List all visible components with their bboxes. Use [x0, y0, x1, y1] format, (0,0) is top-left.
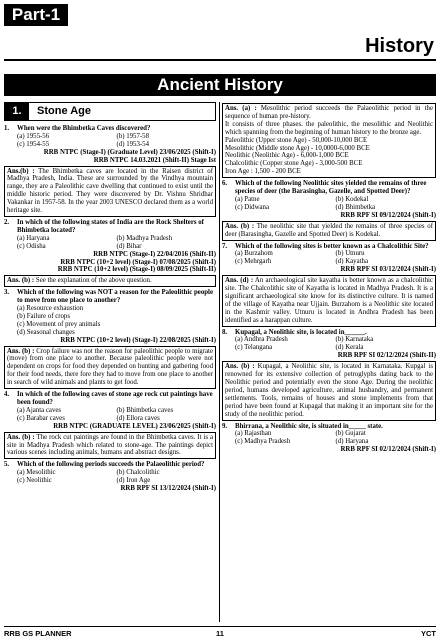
question-stem [4, 219, 216, 235]
answer-options [4, 469, 216, 485]
option-item: (c) Didwana [235, 203, 270, 211]
option-item: (d) Haryana [335, 438, 369, 446]
answer-options [222, 250, 436, 266]
question-stem [4, 289, 216, 305]
footer-publisher: YCT [421, 629, 436, 638]
option-item: (c) Mehrgarh [235, 258, 272, 266]
subject-title: History [365, 35, 434, 57]
question-stem [4, 461, 216, 469]
answer-label: Ans. (b) : [225, 363, 255, 371]
option-item: (c) Barabar caves [17, 414, 65, 422]
option-item: (d) Iron Age [116, 477, 151, 485]
question-block [4, 289, 216, 344]
question-block [4, 391, 216, 431]
question-block [222, 423, 436, 455]
answer-label: Ans. (b) : [7, 347, 35, 355]
question-stem [222, 329, 436, 337]
answer-options [222, 430, 436, 446]
question-block [222, 180, 436, 220]
option-item: (c) Movement of prey animals [17, 320, 101, 328]
exam-source: RRB NTPC (10+2 level) (Stage-I) 08/09/2025 (Shift-II) [57, 266, 216, 274]
right-column [222, 102, 436, 622]
answer-explanation [4, 432, 216, 460]
question-text: Bhirrana, a Neolithic site, is situated in_____ state. [235, 422, 383, 430]
answer-explanation [222, 361, 436, 420]
question-stem [222, 423, 436, 431]
question-block [4, 219, 216, 274]
exam-source: RRB RPF SI 02/12/2024 (Shift-II) [337, 352, 436, 360]
question-block [4, 125, 216, 165]
option-item: (a) 1955-56 [17, 132, 50, 140]
answer-explanation [4, 166, 216, 217]
exam-source: RRB NTPC 14.03.2021 (Shift-II) Stage Ist [93, 156, 216, 164]
exam-source: RRB RPF SI 02/12/2024 (Shift-I) [340, 446, 436, 454]
explanation-text: An archaeological site kayatha is better known as a chalcolithic site. The Chalcolithic site of Kayatha is located in Madhya Pradesh. It is a significant archaeological site know for its distinctive culture. It is named of the village of Kayatha near Ujjain. Burzahom is a Neolithic site located in the Kashmir valley. Utnuru is located in Andhra Pradesh has been identified as a harappan culture. [225, 277, 433, 324]
option-item: (b) Kodekal [335, 195, 369, 203]
question-number: 3. [4, 289, 10, 297]
exam-source: RRB NTPC (10+2 level) (Stage-I) 22/08/2025 (Shift-I) [60, 336, 216, 344]
option-item: (b) Failure of crops [17, 312, 71, 320]
topic-name: Stone Age [37, 105, 91, 117]
page-footer [4, 626, 436, 638]
option-item: (d) Bhimbetka [335, 203, 376, 211]
option-item: (d) Ellora caves [116, 414, 160, 422]
question-stem [4, 125, 216, 133]
answer-options [4, 133, 216, 149]
option-item: (c) Madhya Pradesh [235, 438, 291, 446]
explanation-line [225, 168, 433, 176]
question-text: Which of the following Neolithic sites yielded the remains of three species of deer (the Barasingha, Gazelle, and Spotted Deer)? [235, 180, 427, 196]
question-block [4, 461, 216, 493]
explanation-text: The Bhimbetka caves are located in the Raisen district of Madhya Pradesh, India. These are surrounded by the Vindhya mountain range, they are a Paleolithic cave dwelling that continued to exist until the middle historic period. They were discovered by Dr. Vishnu Shridhar Vakankar in 1957-58. In the year 2003 UNESCO declared them as a world heritage site. [7, 167, 213, 215]
explanation-text: Paleolithic (Upper stone Age) - 50,000-10,000 BCE [225, 136, 368, 144]
option-item: (b) Madhya Pradesh [116, 234, 172, 242]
option-item: (d) Kayatha [335, 258, 368, 266]
answer-label: Ans. (d) : [225, 277, 254, 285]
explanation-text: Mesolithic (Middle stone Age) - 10,0000-6,000 BCE [225, 144, 370, 152]
explanation-line [225, 105, 433, 121]
answer-explanation [4, 346, 216, 390]
question-number: 1. [4, 125, 10, 132]
option-item: (d) Seasonal changes [17, 328, 75, 336]
question-number: 9. [222, 422, 228, 430]
question-number: 7. [222, 242, 228, 250]
exam-source: RRB RPF SI 09/12/2024 (Shift-I) [340, 211, 436, 219]
answer-label: Ans. (b) : [225, 222, 255, 230]
option-item: (a) Burzahom [235, 250, 273, 258]
answer-label: Ans.(b) : [7, 167, 35, 175]
explanation-text: Neolithic (Neolithic Age) - 6,000-1,000 BCE [225, 152, 349, 160]
column-divider [219, 102, 220, 622]
option-item: (b) Chalcolithic [116, 469, 160, 477]
answer-options [4, 407, 216, 423]
footer-page-number: 11 [216, 629, 224, 638]
option-item: (c) Neolithic [17, 477, 52, 485]
question-text: Which of the following was NOT a reason for the Paleolithic people to move from one place to another? [17, 289, 213, 305]
question-number: 6. [222, 180, 228, 188]
option-item: (b) 1957-58 [116, 132, 150, 140]
answer-explanation [222, 221, 436, 241]
exam-source: RRB NTPC (10+2 level) (Stage-I) 07/08/2025 (Shift-I) [60, 258, 216, 266]
footer-rule [4, 626, 436, 627]
answer-label: Ans. (b) : [7, 277, 35, 285]
question-stem [4, 391, 216, 407]
exam-source: RRB RPF SI 03/12/2024 (Shift-I) [340, 266, 436, 274]
option-item: (b) Bhimbetka caves [116, 406, 174, 414]
question-number: 4. [4, 391, 10, 399]
question-text: Kupagal, a Neolithic site, is located in______. [235, 328, 367, 336]
exam-source: RRB RPF SI 13/12/2024 (Shift-I) [120, 485, 216, 493]
answer-options [4, 305, 216, 337]
option-item: (a) Rajasthan [235, 430, 272, 438]
answer-label: Ans. (a) : [225, 105, 257, 112]
question-text: When were the Bhimbetka Caves discovered? [17, 125, 151, 132]
option-item: (b) Gujarat [335, 430, 366, 438]
question-text: Which of the following sites is better known as a Chalcolithic Site? [235, 242, 429, 250]
topic-heading [4, 102, 216, 121]
option-item: (b) Utnuru [335, 250, 365, 258]
question-block [222, 329, 436, 361]
explanation-line [225, 160, 433, 168]
explanation-text: It consists of three phases. the paleolithic, the mesolithic and Neolithic which spanning from the beginning of human history to the bronze age. [225, 120, 433, 136]
answer-options [222, 196, 436, 212]
question-stem [222, 180, 436, 196]
page-header [0, 0, 440, 60]
explanation-text: Chalcolithic (Copper stone Age) - 3,000-500 BCE [225, 160, 363, 168]
option-item: (a) Andhra Pradesh [235, 336, 288, 344]
answer-options [4, 235, 216, 251]
option-item: (c) Odisha [17, 242, 46, 250]
part-label: Part-1 [4, 4, 68, 26]
explanation-text: The rock cut paintings are found in the Bhimbetka caves. It is a site in Madhya Pradesh which related to stone-age. The paintings depict various scenes including animals, humans and abstract designs. [7, 433, 213, 457]
option-item: (b) Karnataka [335, 336, 374, 344]
answer-explanation [4, 275, 216, 287]
explanation-text: Mesolithic period succeeds the Palaeolithic period in the sequence of human pre-history. [225, 105, 434, 120]
option-item: (d) Bihar [116, 242, 142, 250]
option-item: (d) 1953-54 [116, 140, 150, 148]
explanation-text: The neolithic site that yielded the remains of three species of deer (Barasingha, Gazelle and Spotted Deer) is Kodekal. [225, 222, 433, 238]
answer-explanation [222, 103, 436, 178]
right-question-list [222, 103, 436, 454]
question-text: Which of the following periods succeeds the Palaeolithic period? [17, 461, 205, 469]
answer-options [222, 336, 436, 352]
explanation-line [225, 152, 433, 160]
question-stem [222, 243, 436, 251]
explanation-text: See the explanation of the above question. [35, 277, 152, 285]
option-item: (a) Ajanta caves [17, 406, 62, 414]
header-rule [4, 59, 436, 61]
answer-explanation [222, 275, 436, 326]
question-text: In which of the following caves of stone age rock cut paintings have been found? [17, 391, 213, 406]
topic-number: 1. [5, 103, 29, 120]
explanation-line [225, 137, 433, 145]
option-item: (c) Telangana [235, 344, 273, 352]
option-item: (a) Mesolithic [17, 469, 56, 477]
option-item: (a) Resource exhaustion [17, 305, 84, 313]
explanation-text: Crop failure was not the reason for paleolithic people to migrate (move) from one place to another. Because paleolithic people were not dependent on crops for food they depended on hunting and gathering food for their food needs, there fore they had to move from one place to another in search of wild animals and plants to get food. [7, 347, 213, 387]
exam-source: RRB NTPC (Stage-I) (Graduate Level) 23/06/2025 (Shift-I) [43, 148, 216, 156]
answer-label: Ans. (b) : [7, 433, 35, 441]
question-number: 8. [222, 328, 228, 336]
question-text: In which of the following states of India are the Rock Shelters of Bhimbetka located? [17, 218, 204, 234]
explanation-line [225, 121, 433, 137]
left-question-list [4, 125, 216, 493]
option-item: (c) 1954-55 [17, 140, 50, 148]
explanation-text: Kupagal, a Neolithic site, is located in Karnataka. Kupgal is renowned for its extensive collection of petroglyphs dating back to the Neolithic period and potentially even the stone Age. During the neolithic period, humans developed agriculture, animal husbandry, and permanent settlements. Tools, remains of houses and stone implements from that period have been found at Kupagal that making it an important site for the study of the neolithic period. [225, 363, 433, 418]
chapter-title: Ancient History [4, 74, 436, 96]
exam-source: RRB NTPC (GRADUATE LEVEL) 23/06/2025 (Shift-I) [53, 422, 216, 430]
question-number: 2. [4, 218, 10, 226]
explanation-line [225, 145, 433, 153]
question-number: 5. [4, 461, 10, 469]
option-item: (a) Haryana [17, 234, 50, 242]
question-block [222, 243, 436, 275]
left-column [4, 102, 216, 622]
footer-book-title: RRB GS PLANNER [4, 629, 72, 638]
explanation-text: Iron Age : 1,500 - 200 BCE [225, 168, 301, 176]
option-item: (a) Patne [235, 195, 260, 203]
option-item: (d) Kerala [335, 344, 364, 352]
exam-source: RRB NTPC (Stage-I) 22/04/2016 (Shift-II) [93, 250, 216, 258]
